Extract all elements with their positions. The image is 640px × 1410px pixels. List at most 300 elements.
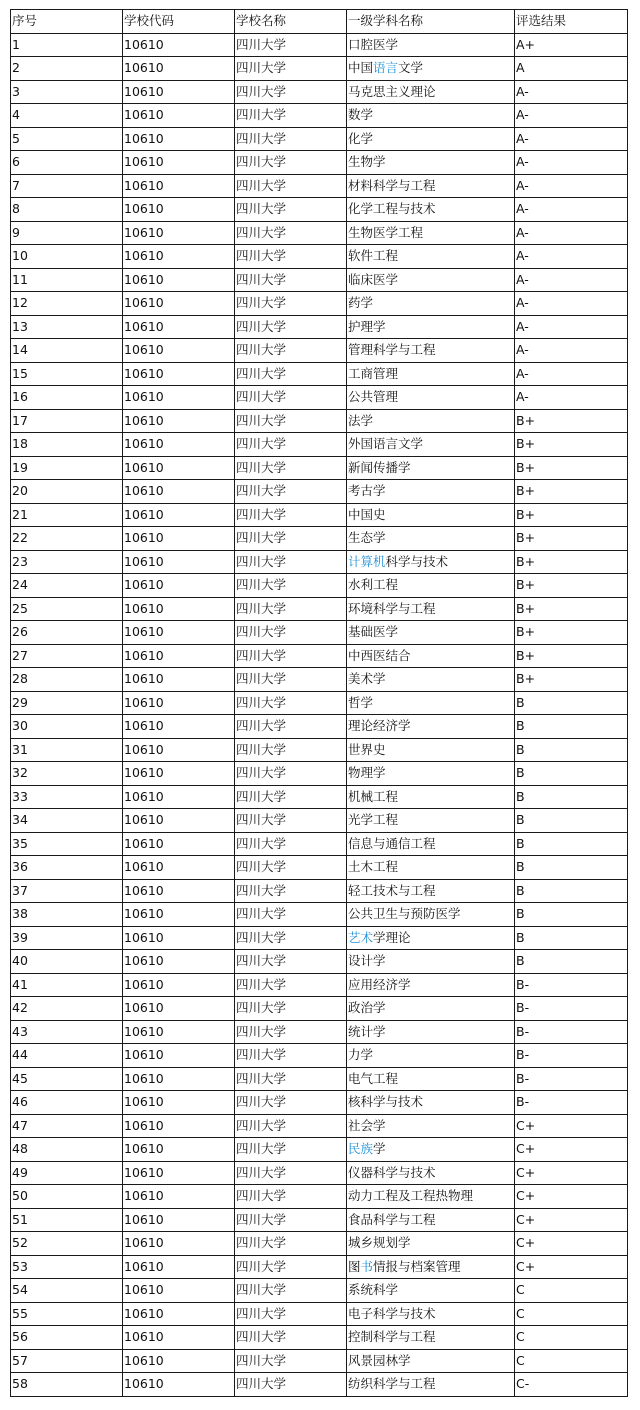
table-row — [11, 221, 628, 245]
school-code-cell: 10610 — [123, 174, 235, 198]
table-row — [11, 1326, 628, 1350]
discipline-text: 图 — [348, 1258, 361, 1274]
school-name-cell: 四川大学 — [235, 1161, 347, 1185]
seq-cell: 25 — [11, 597, 123, 621]
table-row — [11, 1232, 628, 1256]
result-cell: B- — [515, 1044, 628, 1068]
discipline-cell: 土木工程 — [347, 856, 515, 880]
school-code-cell: 10610 — [123, 503, 235, 527]
table-row — [11, 386, 628, 410]
discipline-cell: 仪器科学与技术 — [347, 1161, 515, 1185]
seq-cell: 17 — [11, 409, 123, 433]
discipline-cell: 美术学 — [347, 668, 515, 692]
school-name-cell: 四川大学 — [235, 809, 347, 833]
school-code-cell: 10610 — [123, 456, 235, 480]
school-name-cell: 四川大学 — [235, 221, 347, 245]
discipline-cell: 公共卫生与预防医学 — [347, 903, 515, 927]
school-name-cell: 四川大学 — [235, 1373, 347, 1397]
discipline-cell: 生态学 — [347, 527, 515, 551]
school-name-cell: 四川大学 — [235, 597, 347, 621]
result-cell: A- — [515, 386, 628, 410]
result-cell: C+ — [515, 1232, 628, 1256]
seq-cell: 18 — [11, 433, 123, 457]
table-row — [11, 903, 628, 927]
school-code-cell: 10610 — [123, 315, 235, 339]
school-code-cell: 10610 — [123, 574, 235, 598]
discipline-cell: 数学 — [347, 104, 515, 128]
table-row — [11, 315, 628, 339]
school-code-cell: 10610 — [123, 1020, 235, 1044]
result-cell: B — [515, 809, 628, 833]
school-name-cell: 四川大学 — [235, 1114, 347, 1138]
school-name-cell: 四川大学 — [235, 1349, 347, 1373]
discipline-cell: 公共管理 — [347, 386, 515, 410]
result-cell: C+ — [515, 1255, 628, 1279]
discipline-cell: 考古学 — [347, 480, 515, 504]
seq-cell: 46 — [11, 1091, 123, 1115]
school-code-cell: 10610 — [123, 1138, 235, 1162]
seq-cell: 30 — [11, 715, 123, 739]
seq-cell: 2 — [11, 57, 123, 81]
discipline-cell: 口腔医学 — [347, 33, 515, 57]
discipline-cell: 工商管理 — [347, 362, 515, 386]
school-name-cell: 四川大学 — [235, 997, 347, 1021]
table-row — [11, 33, 628, 57]
discipline-cell: 机械工程 — [347, 785, 515, 809]
seq-cell: 43 — [11, 1020, 123, 1044]
table-row — [11, 926, 628, 950]
seq-cell: 13 — [11, 315, 123, 339]
table-row — [11, 785, 628, 809]
discipline-cell: 中国史 — [347, 503, 515, 527]
school-name-cell: 四川大学 — [235, 339, 347, 363]
discipline-cell: 马克思主义理论 — [347, 80, 515, 104]
result-cell: C — [515, 1349, 628, 1373]
seq-cell: 48 — [11, 1138, 123, 1162]
school-name-cell: 四川大学 — [235, 1232, 347, 1256]
result-cell: C+ — [515, 1161, 628, 1185]
school-name-cell: 四川大学 — [235, 268, 347, 292]
discipline-cell — [347, 926, 515, 950]
seq-cell: 22 — [11, 527, 123, 551]
school-name-cell: 四川大学 — [235, 1302, 347, 1326]
school-name-cell: 四川大学 — [235, 127, 347, 151]
school-name-cell: 四川大学 — [235, 362, 347, 386]
seq-cell: 36 — [11, 856, 123, 880]
discipline-cell: 法学 — [347, 409, 515, 433]
seq-cell: 58 — [11, 1373, 123, 1397]
discipline-text: 学 — [373, 1141, 386, 1157]
result-cell: A- — [515, 245, 628, 269]
discipline-cell: 纺织科学与工程 — [347, 1373, 515, 1397]
discipline-cell: 外国语言文学 — [347, 433, 515, 457]
seq-cell: 8 — [11, 198, 123, 222]
seq-cell: 32 — [11, 762, 123, 786]
result-cell: B+ — [515, 480, 628, 504]
seq-cell: 47 — [11, 1114, 123, 1138]
result-cell: B — [515, 762, 628, 786]
discipline-cell: 政治学 — [347, 997, 515, 1021]
table-row — [11, 409, 628, 433]
discipline-cell: 光学工程 — [347, 809, 515, 833]
seq-cell: 55 — [11, 1302, 123, 1326]
school-name-cell: 四川大学 — [235, 1208, 347, 1232]
discipline-keyword-link[interactable]: 书 — [360, 1258, 374, 1274]
school-code-cell: 10610 — [123, 386, 235, 410]
discipline-cell: 电气工程 — [347, 1067, 515, 1091]
discipline-cell: 哲学 — [347, 691, 515, 715]
result-cell: C+ — [515, 1114, 628, 1138]
discipline-cell: 化学工程与技术 — [347, 198, 515, 222]
seq-cell: 40 — [11, 950, 123, 974]
discipline-cell: 轻工技术与工程 — [347, 879, 515, 903]
school-code-cell: 10610 — [123, 997, 235, 1021]
school-code-cell: 10610 — [123, 785, 235, 809]
school-code-cell: 10610 — [123, 1255, 235, 1279]
seq-cell: 54 — [11, 1279, 123, 1303]
discipline-cell: 电子科学与技术 — [347, 1302, 515, 1326]
school-name-cell: 四川大学 — [235, 198, 347, 222]
school-code-cell: 10610 — [123, 1279, 235, 1303]
result-cell: B+ — [515, 574, 628, 598]
table-row — [11, 1302, 628, 1326]
discipline-cell: 软件工程 — [347, 245, 515, 269]
school-code-cell: 10610 — [123, 738, 235, 762]
table-row — [11, 879, 628, 903]
school-code-cell: 10610 — [123, 104, 235, 128]
school-name-cell: 四川大学 — [235, 80, 347, 104]
table-row — [11, 856, 628, 880]
school-name-cell: 四川大学 — [235, 574, 347, 598]
discipline-cell: 统计学 — [347, 1020, 515, 1044]
seq-cell: 45 — [11, 1067, 123, 1091]
school-code-cell: 10610 — [123, 691, 235, 715]
table-row — [11, 809, 628, 833]
school-code-cell: 10610 — [123, 1161, 235, 1185]
seq-cell: 38 — [11, 903, 123, 927]
school-name-cell: 四川大学 — [235, 1185, 347, 1209]
result-cell: A- — [515, 268, 628, 292]
table-body — [11, 33, 628, 1396]
school-name-cell: 四川大学 — [235, 1326, 347, 1350]
school-name-cell: 四川大学 — [235, 1067, 347, 1091]
result-cell: B — [515, 879, 628, 903]
table-row — [11, 1044, 628, 1068]
school-code-cell: 10610 — [123, 127, 235, 151]
discipline-cell: 系统科学 — [347, 1279, 515, 1303]
result-cell: B+ — [515, 621, 628, 645]
school-code-cell: 10610 — [123, 268, 235, 292]
table-row — [11, 738, 628, 762]
school-code-cell: 10610 — [123, 950, 235, 974]
school-name-cell: 四川大学 — [235, 1279, 347, 1303]
school-name-cell: 四川大学 — [235, 456, 347, 480]
result-cell: B — [515, 950, 628, 974]
discipline-keyword-link[interactable]: 民族 — [348, 1141, 374, 1157]
result-cell: A — [515, 57, 628, 81]
school-code-cell: 10610 — [123, 1091, 235, 1115]
discipline-cell: 药学 — [347, 292, 515, 316]
discipline-text: 学理论 — [373, 929, 411, 945]
table-row — [11, 1138, 628, 1162]
seq-cell: 6 — [11, 151, 123, 175]
school-name-cell: 四川大学 — [235, 1255, 347, 1279]
discipline-text: 中国 — [348, 60, 374, 76]
school-code-cell: 10610 — [123, 926, 235, 950]
header-seq: 序号 — [11, 10, 123, 34]
table-row — [11, 245, 628, 269]
school-name-cell: 四川大学 — [235, 33, 347, 57]
seq-cell: 37 — [11, 879, 123, 903]
result-cell: B+ — [515, 668, 628, 692]
discipline-evaluation-table — [10, 9, 628, 1397]
school-name-cell: 四川大学 — [235, 386, 347, 410]
school-name-cell: 四川大学 — [235, 292, 347, 316]
seq-cell: 49 — [11, 1161, 123, 1185]
seq-cell: 35 — [11, 832, 123, 856]
result-cell: A- — [515, 174, 628, 198]
table-row — [11, 1185, 628, 1209]
table-row — [11, 527, 628, 551]
discipline-cell — [347, 57, 515, 81]
table-row — [11, 57, 628, 81]
discipline-cell: 护理学 — [347, 315, 515, 339]
school-code-cell: 10610 — [123, 1373, 235, 1397]
seq-cell: 50 — [11, 1185, 123, 1209]
result-cell: B — [515, 832, 628, 856]
table-row — [11, 174, 628, 198]
discipline-cell: 控制科学与工程 — [347, 1326, 515, 1350]
school-code-cell: 10610 — [123, 80, 235, 104]
discipline-evaluation-table-container — [10, 9, 627, 1397]
table-row — [11, 292, 628, 316]
discipline-cell: 食品科学与工程 — [347, 1208, 515, 1232]
discipline-keyword-link[interactable]: 语言 — [373, 60, 399, 76]
table-row — [11, 198, 628, 222]
discipline-cell — [347, 1138, 515, 1162]
school-name-cell: 四川大学 — [235, 644, 347, 668]
seq-cell: 41 — [11, 973, 123, 997]
school-name-cell: 四川大学 — [235, 879, 347, 903]
school-code-cell: 10610 — [123, 1185, 235, 1209]
table-row — [11, 574, 628, 598]
seq-cell: 14 — [11, 339, 123, 363]
result-cell: C — [515, 1302, 628, 1326]
seq-cell: 39 — [11, 926, 123, 950]
school-code-cell: 10610 — [123, 221, 235, 245]
discipline-cell: 管理科学与工程 — [347, 339, 515, 363]
school-code-cell: 10610 — [123, 809, 235, 833]
discipline-cell: 水利工程 — [347, 574, 515, 598]
school-name-cell: 四川大学 — [235, 104, 347, 128]
school-code-cell: 10610 — [123, 33, 235, 57]
school-code-cell: 10610 — [123, 198, 235, 222]
table-row — [11, 644, 628, 668]
seq-cell: 16 — [11, 386, 123, 410]
table-row — [11, 1020, 628, 1044]
result-cell: A- — [515, 198, 628, 222]
seq-cell: 28 — [11, 668, 123, 692]
school-name-cell: 四川大学 — [235, 785, 347, 809]
school-name-cell: 四川大学 — [235, 762, 347, 786]
result-cell: B — [515, 715, 628, 739]
discipline-cell: 化学 — [347, 127, 515, 151]
discipline-cell — [347, 1255, 515, 1279]
seq-cell: 27 — [11, 644, 123, 668]
discipline-cell: 城乡规划学 — [347, 1232, 515, 1256]
school-name-cell: 四川大学 — [235, 527, 347, 551]
school-name-cell: 四川大学 — [235, 174, 347, 198]
table-row — [11, 362, 628, 386]
school-name-cell: 四川大学 — [235, 1091, 347, 1115]
school-code-cell: 10610 — [123, 879, 235, 903]
school-code-cell: 10610 — [123, 1208, 235, 1232]
header-discipline-name: 一级学科名称 — [347, 10, 515, 34]
school-name-cell: 四川大学 — [235, 1044, 347, 1068]
school-code-cell: 10610 — [123, 903, 235, 927]
discipline-keyword-link[interactable]: 艺术 — [348, 929, 374, 945]
result-cell: A- — [515, 80, 628, 104]
result-cell: B- — [515, 1091, 628, 1115]
discipline-cell: 生物学 — [347, 151, 515, 175]
table-row — [11, 480, 628, 504]
result-cell: B+ — [515, 644, 628, 668]
school-code-cell: 10610 — [123, 480, 235, 504]
header-school-name: 学校名称 — [235, 10, 347, 34]
seq-cell: 56 — [11, 1326, 123, 1350]
seq-cell: 15 — [11, 362, 123, 386]
result-cell: B — [515, 738, 628, 762]
result-cell: B- — [515, 997, 628, 1021]
school-code-cell: 10610 — [123, 339, 235, 363]
discipline-cell: 力学 — [347, 1044, 515, 1068]
discipline-cell: 社会学 — [347, 1114, 515, 1138]
result-cell: B+ — [515, 433, 628, 457]
seq-cell: 52 — [11, 1232, 123, 1256]
seq-cell: 5 — [11, 127, 123, 151]
school-name-cell: 四川大学 — [235, 691, 347, 715]
school-name-cell: 四川大学 — [235, 480, 347, 504]
result-cell: C- — [515, 1373, 628, 1397]
seq-cell: 20 — [11, 480, 123, 504]
seq-cell: 4 — [11, 104, 123, 128]
school-code-cell: 10610 — [123, 715, 235, 739]
school-code-cell: 10610 — [123, 362, 235, 386]
seq-cell: 29 — [11, 691, 123, 715]
result-cell: C — [515, 1326, 628, 1350]
table-row — [11, 1161, 628, 1185]
school-name-cell: 四川大学 — [235, 315, 347, 339]
school-code-cell: 10610 — [123, 762, 235, 786]
result-cell: C+ — [515, 1138, 628, 1162]
school-name-cell: 四川大学 — [235, 245, 347, 269]
school-name-cell: 四川大学 — [235, 621, 347, 645]
discipline-text: 科学与技术 — [385, 553, 449, 569]
school-code-cell: 10610 — [123, 292, 235, 316]
seq-cell: 7 — [11, 174, 123, 198]
discipline-cell: 核科学与技术 — [347, 1091, 515, 1115]
school-code-cell: 10610 — [123, 433, 235, 457]
discipline-cell: 设计学 — [347, 950, 515, 974]
result-cell: B+ — [515, 527, 628, 551]
school-code-cell: 10610 — [123, 527, 235, 551]
result-cell: A- — [515, 292, 628, 316]
discipline-cell: 信息与通信工程 — [347, 832, 515, 856]
table-row — [11, 950, 628, 974]
result-cell: B+ — [515, 550, 628, 574]
school-code-cell: 10610 — [123, 668, 235, 692]
school-name-cell: 四川大学 — [235, 832, 347, 856]
seq-cell: 9 — [11, 221, 123, 245]
result-cell: B — [515, 691, 628, 715]
discipline-cell: 世界史 — [347, 738, 515, 762]
table-row — [11, 973, 628, 997]
table-header-row — [11, 10, 628, 34]
seq-cell: 12 — [11, 292, 123, 316]
seq-cell: 23 — [11, 550, 123, 574]
result-cell: B+ — [515, 597, 628, 621]
school-name-cell: 四川大学 — [235, 715, 347, 739]
discipline-text: 文学 — [398, 60, 424, 76]
table-row — [11, 691, 628, 715]
result-cell: B+ — [515, 456, 628, 480]
result-cell: B+ — [515, 409, 628, 433]
school-name-cell: 四川大学 — [235, 503, 347, 527]
school-name-cell: 四川大学 — [235, 668, 347, 692]
result-cell: A- — [515, 127, 628, 151]
school-code-cell: 10610 — [123, 832, 235, 856]
result-cell: B- — [515, 1020, 628, 1044]
school-code-cell: 10610 — [123, 1349, 235, 1373]
seq-cell: 53 — [11, 1255, 123, 1279]
table-row — [11, 456, 628, 480]
discipline-cell: 环境科学与工程 — [347, 597, 515, 621]
school-name-cell: 四川大学 — [235, 738, 347, 762]
school-name-cell: 四川大学 — [235, 903, 347, 927]
school-code-cell: 10610 — [123, 245, 235, 269]
table-row — [11, 1091, 628, 1115]
school-code-cell: 10610 — [123, 1044, 235, 1068]
discipline-cell: 临床医学 — [347, 268, 515, 292]
table-row — [11, 1349, 628, 1373]
discipline-cell: 应用经济学 — [347, 973, 515, 997]
discipline-cell: 理论经济学 — [347, 715, 515, 739]
school-name-cell: 四川大学 — [235, 1020, 347, 1044]
table-row — [11, 80, 628, 104]
school-code-cell: 10610 — [123, 644, 235, 668]
table-row — [11, 762, 628, 786]
school-name-cell: 四川大学 — [235, 926, 347, 950]
discipline-cell: 物理学 — [347, 762, 515, 786]
result-cell: A+ — [515, 33, 628, 57]
school-code-cell: 10610 — [123, 1326, 235, 1350]
result-cell: A- — [515, 151, 628, 175]
discipline-text: 情报与档案管理 — [373, 1258, 461, 1274]
seq-cell: 21 — [11, 503, 123, 527]
table-row — [11, 832, 628, 856]
seq-cell: 24 — [11, 574, 123, 598]
school-name-cell: 四川大学 — [235, 950, 347, 974]
discipline-cell: 基础医学 — [347, 621, 515, 645]
table-row — [11, 268, 628, 292]
school-code-cell: 10610 — [123, 1302, 235, 1326]
table-row — [11, 715, 628, 739]
school-name-cell: 四川大学 — [235, 151, 347, 175]
result-cell: A- — [515, 315, 628, 339]
school-name-cell: 四川大学 — [235, 973, 347, 997]
table-row — [11, 597, 628, 621]
discipline-keyword-link[interactable]: 计算机 — [348, 553, 386, 569]
